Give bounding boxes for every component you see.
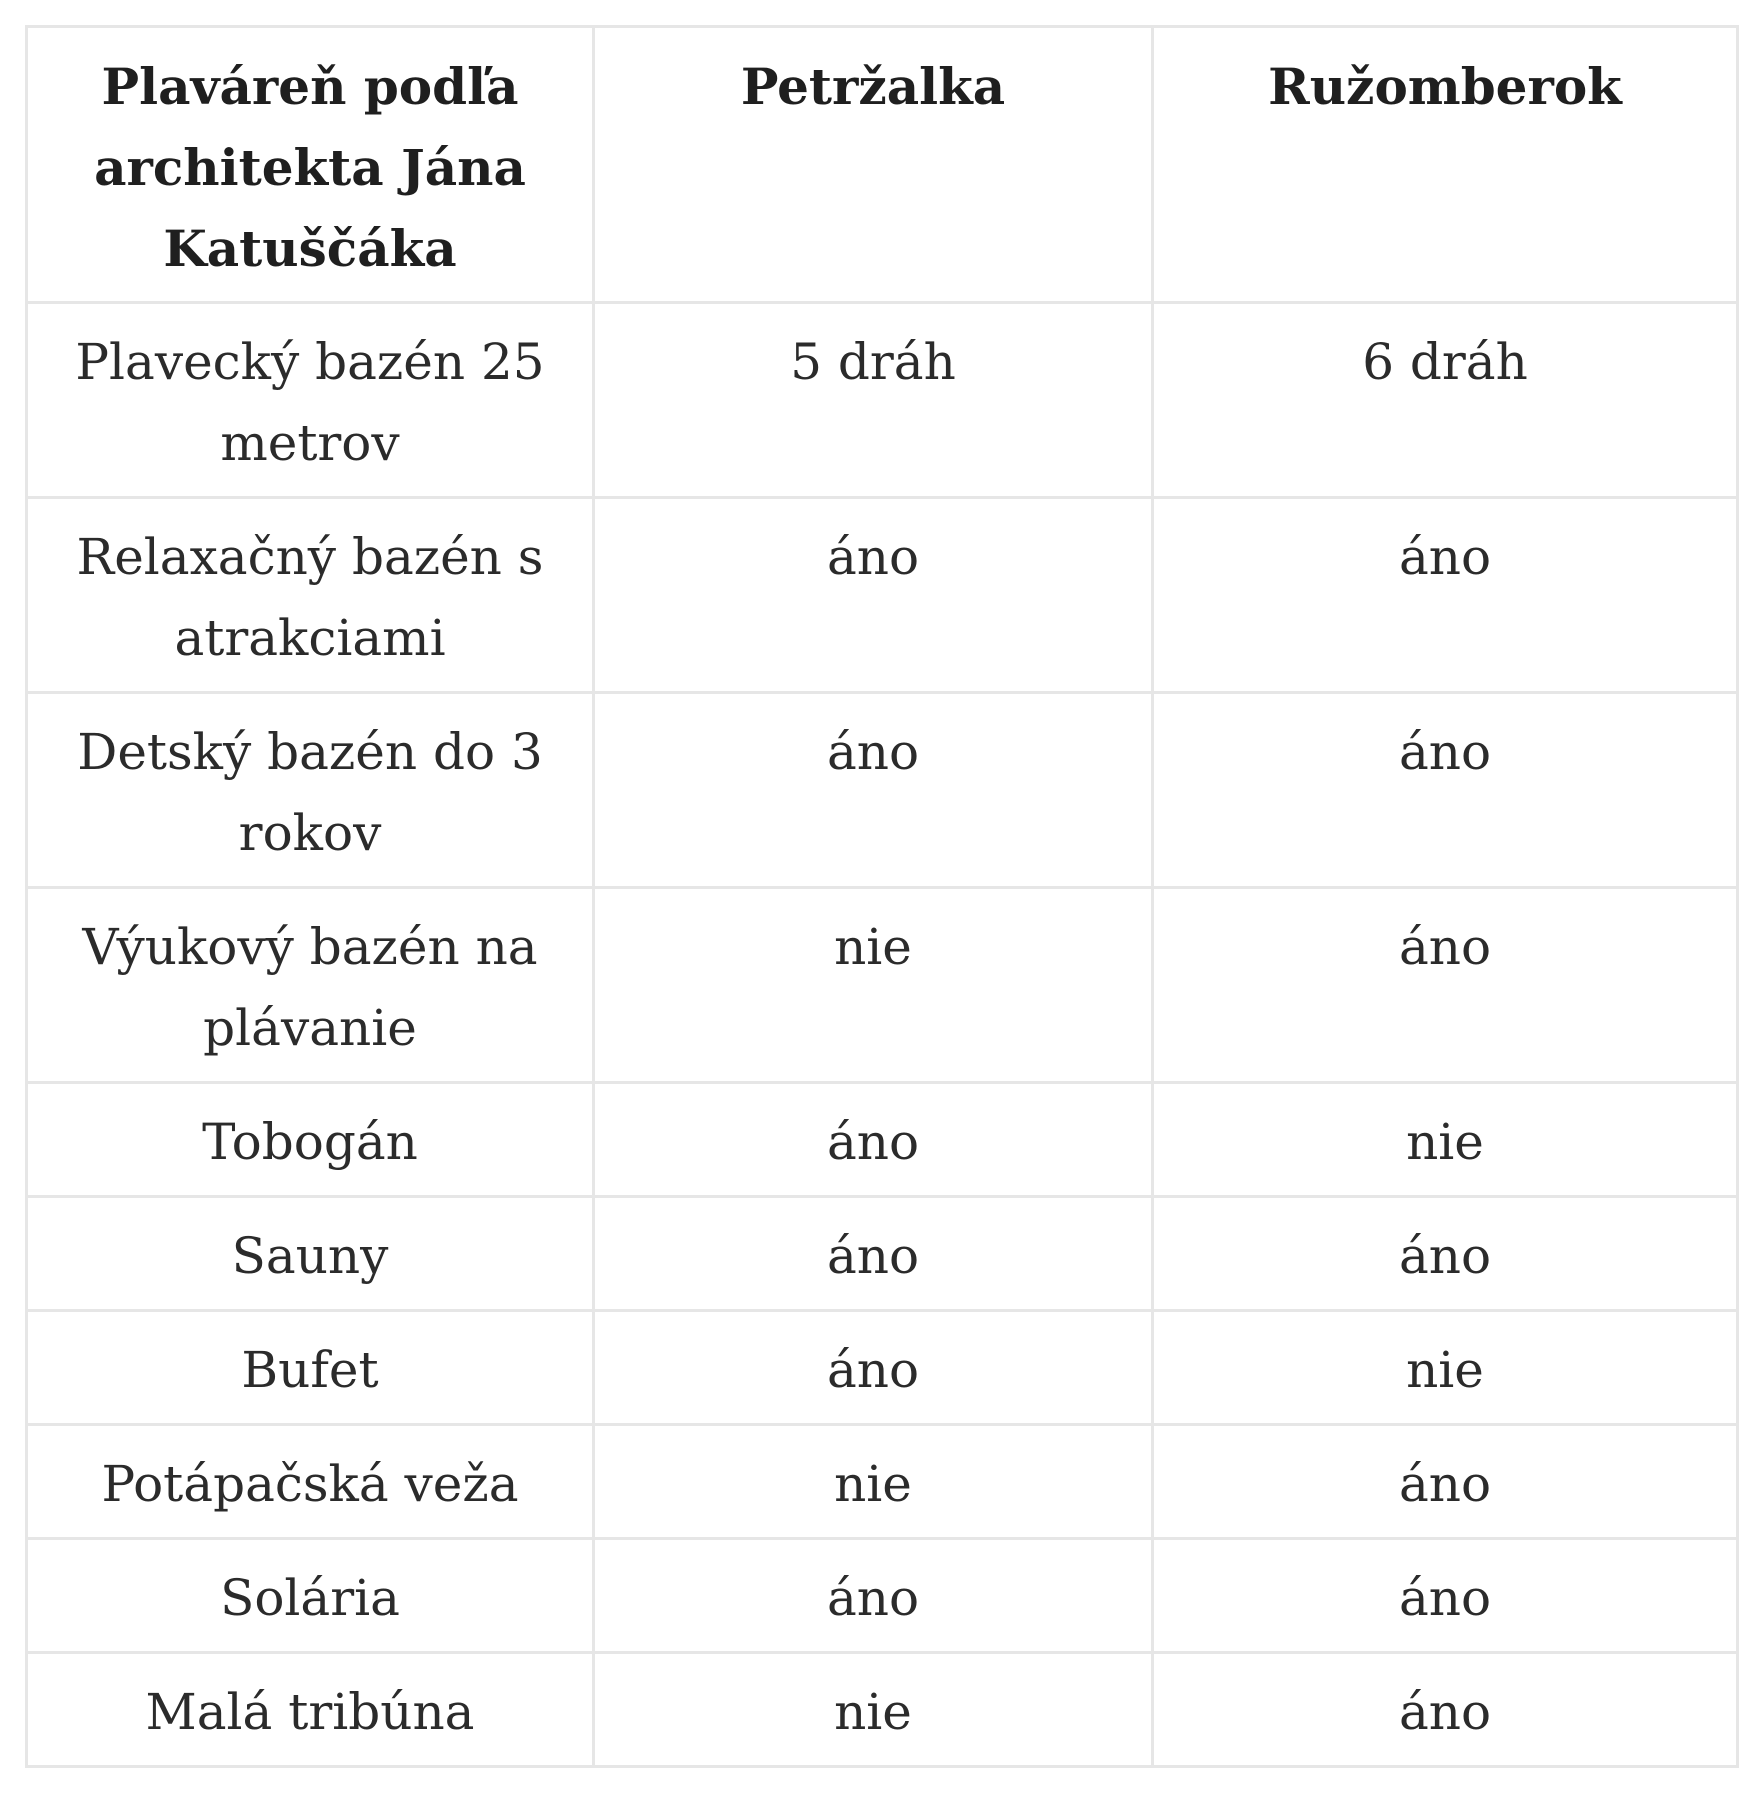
petrzalka-cell: 5 dráh (594, 303, 1153, 498)
feature-cell: Potápačská veža (27, 1425, 594, 1539)
feature-cell: Detský bazén do 3 rokov (27, 693, 594, 888)
petrzalka-cell: áno (594, 1311, 1153, 1425)
header-petrzalka: Petržalka (594, 27, 1153, 303)
ruzomberok-cell: áno (1153, 1653, 1738, 1767)
comparison-table-container (25, 25, 1736, 1768)
feature-cell: Solária (27, 1539, 594, 1653)
header-ruzomberok: Ružomberok (1153, 27, 1738, 303)
petrzalka-cell: nie (594, 1425, 1153, 1539)
table-row (27, 1311, 1738, 1425)
ruzomberok-cell: áno (1153, 1425, 1738, 1539)
petrzalka-cell: áno (594, 1083, 1153, 1197)
feature-cell: Výukový bazén na plávanie (27, 888, 594, 1083)
feature-cell: Relaxačný bazén s atrakciami (27, 498, 594, 693)
petrzalka-cell: áno (594, 1197, 1153, 1311)
petrzalka-cell: nie (594, 888, 1153, 1083)
ruzomberok-cell: nie (1153, 1083, 1738, 1197)
table-row (27, 1539, 1738, 1653)
feature-cell: Malá tribúna (27, 1653, 594, 1767)
table-row (27, 1197, 1738, 1311)
table-row (27, 498, 1738, 693)
feature-cell: Plavecký bazén 25 metrov (27, 303, 594, 498)
table-row (27, 1425, 1738, 1539)
petrzalka-cell: áno (594, 498, 1153, 693)
ruzomberok-cell: áno (1153, 1539, 1738, 1653)
ruzomberok-cell: áno (1153, 498, 1738, 693)
table-header-row (27, 27, 1738, 303)
ruzomberok-cell: áno (1153, 1197, 1738, 1311)
ruzomberok-cell: áno (1153, 693, 1738, 888)
ruzomberok-cell: nie (1153, 1311, 1738, 1425)
feature-cell: Sauny (27, 1197, 594, 1311)
table-row (27, 888, 1738, 1083)
feature-cell: Tobogán (27, 1083, 594, 1197)
header-architect: Plaváreň podľa architekta Jána Katuščáka (27, 27, 594, 303)
feature-cell: Bufet (27, 1311, 594, 1425)
petrzalka-cell: nie (594, 1653, 1153, 1767)
petrzalka-cell: áno (594, 1539, 1153, 1653)
ruzomberok-cell: áno (1153, 888, 1738, 1083)
comparison-table (25, 25, 1739, 1768)
table-row (27, 1653, 1738, 1767)
table-row (27, 693, 1738, 888)
table-row (27, 303, 1738, 498)
ruzomberok-cell: 6 dráh (1153, 303, 1738, 498)
table-row (27, 1083, 1738, 1197)
petrzalka-cell: áno (594, 693, 1153, 888)
